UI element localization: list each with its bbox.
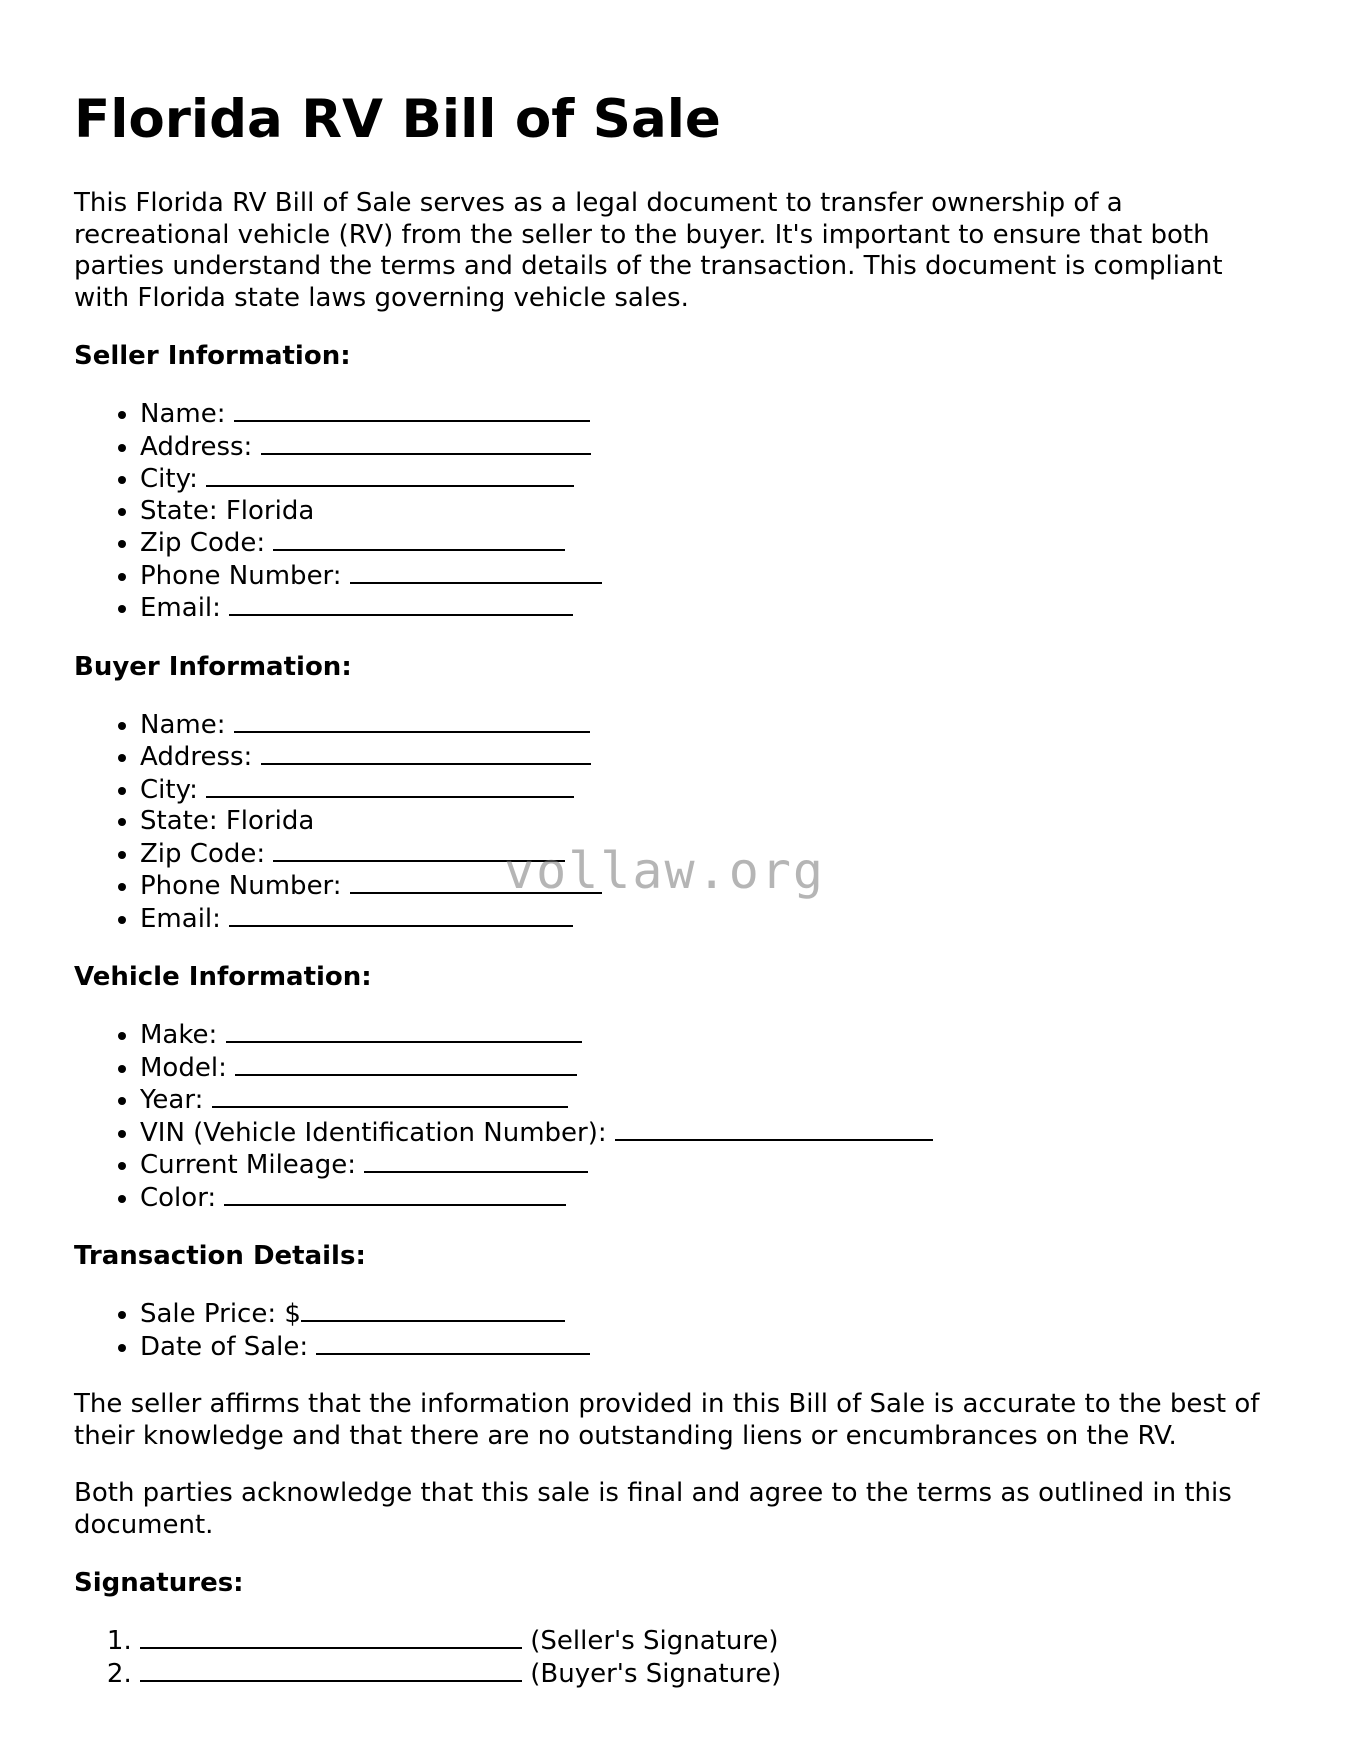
intro-paragraph: This Florida RV Bill of Sale serves as a legal document to transfer ownership of a recreational vehicle (RV) from the seller to the buyer. It's important to ensure that both parties understand the terms and details of the transaction. This document is compliant with Florida state laws governing vehicle sales.: [74, 188, 1223, 313]
buyer-phone-item: [140, 870, 1284, 903]
seller-zip-item: [140, 527, 1284, 560]
affirmation-paragraph: The seller affirms that the information provided in this Bill of Sale is accurate to the best of their knowledge and that there are no outstanding liens or encumbrances on the RV.: [74, 1389, 1260, 1451]
buyer-signature-item: [140, 1658, 1284, 1691]
vehicle-year-blank[interactable]: [212, 1084, 568, 1108]
signatures-list: [74, 1625, 1284, 1690]
vehicle-color-label: Color:: [140, 1182, 217, 1213]
buyer-city-item: [140, 774, 1284, 807]
seller-zip-label: Zip Code:: [140, 528, 266, 558]
transaction-list: [74, 1298, 1284, 1363]
vehicle-mileage-label: Current Mileage:: [140, 1150, 356, 1180]
sale-date-label: Date of Sale:: [140, 1331, 309, 1362]
sale-date-blank[interactable]: [316, 1331, 590, 1355]
buyer-state-item: • State: Florida: [140, 806, 1284, 838]
seller-name-item: [140, 398, 1284, 431]
buyer-signature-label: (Buyer's Signature): [530, 1658, 782, 1689]
watermark: vollaw.org: [504, 842, 826, 900]
seller-address-blank[interactable]: [261, 431, 591, 455]
seller-state-item: • State: Florida: [140, 496, 1284, 528]
buyer-city-label: City:: [140, 774, 198, 805]
signatures-heading: Signatures:: [74, 1568, 244, 1598]
seller-signature-blank[interactable]: [140, 1625, 522, 1649]
seller-address-item: [140, 431, 1284, 464]
sale-price-item: [140, 1298, 1284, 1331]
seller-list: [74, 398, 1284, 625]
sale-price-label: Sale Price: $: [140, 1299, 301, 1329]
seller-email-item: [140, 592, 1284, 625]
seller-signature-item: [140, 1625, 1284, 1658]
seller-phone-blank[interactable]: [350, 560, 602, 584]
buyer-list: [74, 709, 1284, 936]
buyer-heading: Buyer Information:: [74, 651, 352, 682]
seller-city-label: City:: [140, 464, 198, 494]
sale-date-item: [140, 1331, 1284, 1364]
sale-price-blank[interactable]: [301, 1298, 565, 1322]
buyer-zip-blank[interactable]: [273, 838, 565, 862]
buyer-email-item: [140, 903, 1284, 936]
seller-email-blank[interactable]: [229, 592, 573, 616]
vehicle-vin-blank[interactable]: [615, 1117, 933, 1141]
buyer-phone-blank[interactable]: [350, 870, 602, 894]
buyer-address-item: [140, 741, 1284, 774]
vehicle-model-item: [140, 1052, 1284, 1085]
buyer-zip-item: [140, 838, 1284, 871]
vehicle-color-item: [140, 1182, 1284, 1215]
buyer-zip-label: Zip Code:: [140, 838, 266, 869]
buyer-phone-label: Phone Number:: [140, 871, 342, 901]
buyer-email-blank[interactable]: [229, 903, 573, 927]
vehicle-vin-label: VIN (Vehicle Identification Number):: [140, 1117, 607, 1148]
seller-email-label: Email:: [140, 593, 221, 623]
buyer-address-blank[interactable]: [261, 741, 591, 765]
buyer-address-label: Address:: [140, 742, 253, 772]
vehicle-year-item: [140, 1084, 1284, 1117]
buyer-signature-blank[interactable]: [140, 1658, 522, 1682]
document-page: [74, 88, 1284, 1716]
vehicle-make-item: [140, 1019, 1284, 1052]
seller-signature-label: (Seller's Signature): [530, 1626, 779, 1656]
vehicle-model-label: Model:: [140, 1052, 227, 1083]
buyer-name-label: Name:: [140, 709, 226, 740]
buyer-name-blank[interactable]: [234, 709, 590, 733]
vehicle-model-blank[interactable]: [235, 1052, 577, 1076]
seller-zip-blank[interactable]: [273, 527, 565, 551]
vehicle-list: [74, 1019, 1284, 1214]
seller-city-item: [140, 463, 1284, 496]
buyer-city-blank[interactable]: [206, 774, 574, 798]
vehicle-heading: Vehicle Information:: [74, 962, 372, 992]
vehicle-color-blank[interactable]: [224, 1182, 566, 1206]
vehicle-make-blank[interactable]: [226, 1019, 582, 1043]
seller-phone-label: Phone Number:: [140, 560, 342, 591]
seller-name-label: Name:: [140, 399, 226, 429]
buyer-email-label: Email:: [140, 903, 221, 934]
vehicle-mileage-blank[interactable]: [364, 1149, 588, 1173]
page-title: Florida RV Bill of Sale: [74, 89, 721, 150]
seller-city-blank[interactable]: [206, 463, 574, 487]
vehicle-mileage-item: [140, 1149, 1284, 1182]
acknowledgment-paragraph: Both parties acknowledge that this sale is final and agree to the terms as outlined in this document.: [74, 1478, 1232, 1540]
seller-name-blank[interactable]: [234, 398, 590, 422]
buyer-name-item: [140, 709, 1284, 742]
seller-heading: Seller Information:: [74, 341, 351, 371]
transaction-heading: Transaction Details:: [74, 1241, 366, 1271]
vehicle-year-label: Year:: [140, 1085, 204, 1115]
vehicle-vin-item: [140, 1117, 1284, 1150]
vehicle-make-label: Make:: [140, 1020, 218, 1050]
seller-phone-item: [140, 560, 1284, 593]
seller-address-label: Address:: [140, 431, 253, 462]
